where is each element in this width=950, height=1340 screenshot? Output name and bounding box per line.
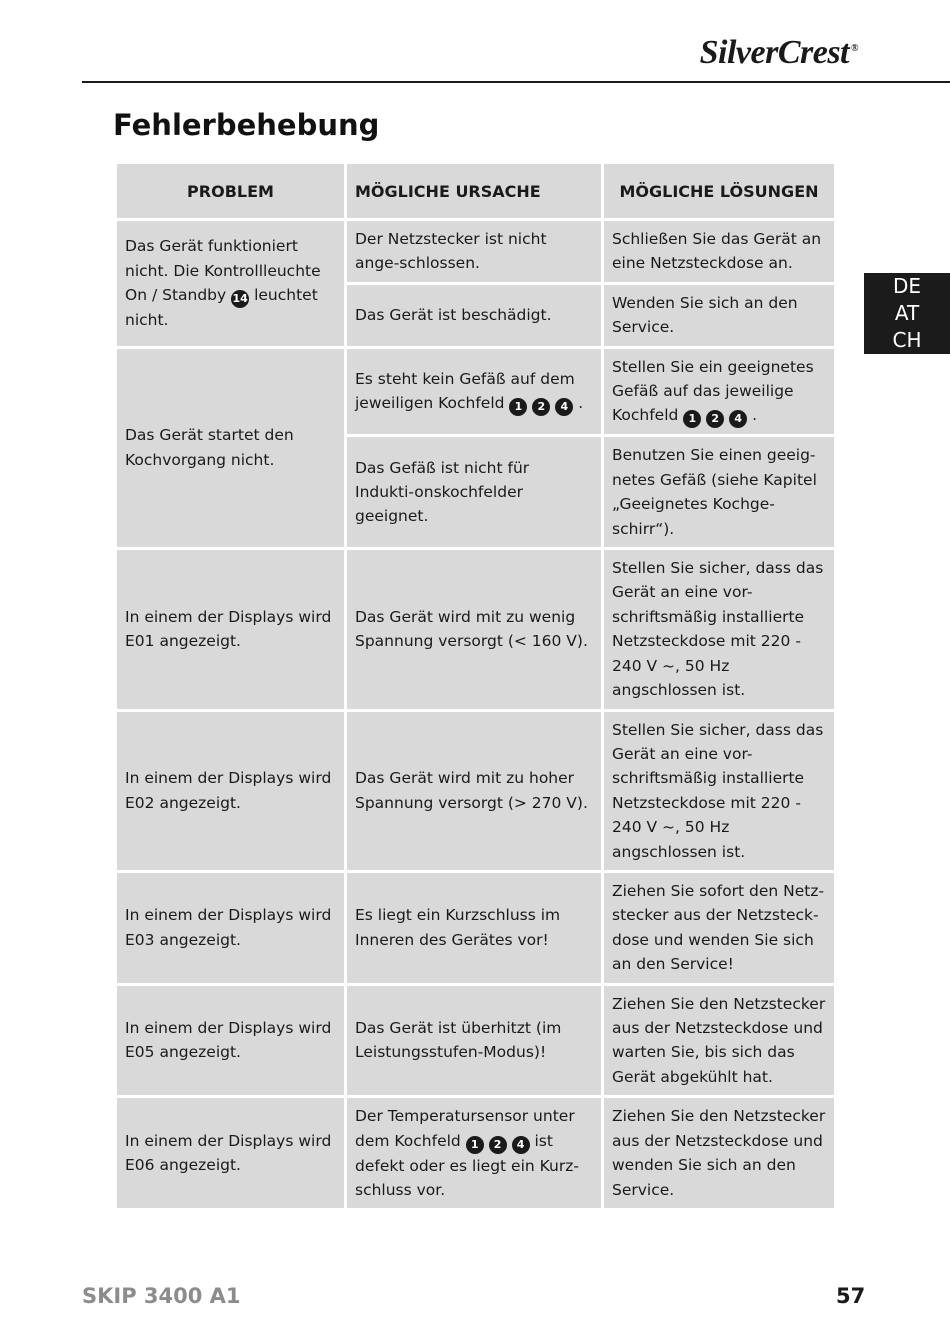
number-marker-icon: 2 — [706, 410, 724, 428]
model-number: SKIP 3400 A1 — [82, 1284, 241, 1308]
cell-text: In einem der Displays wird E01 angezeigt. — [125, 607, 332, 651]
number-marker-icon: 4 — [512, 1136, 530, 1154]
cell-text: In einem der Displays wird E06 angezeigt. — [125, 1131, 332, 1175]
solution-cell — [603, 436, 836, 549]
table-row — [116, 984, 836, 1097]
cell-text: Das Gerät wird mit zu hoher Spannung versorgt (> 270 V). — [355, 769, 588, 812]
cell-text: Das Gerät wird mit zu wenig Spannung versorgt (< 160 V). — [355, 607, 588, 651]
solution-cell — [603, 871, 836, 984]
header-solution: MÖGLICHE LÖSUNGEN — [603, 163, 836, 220]
lang-at: AT — [894, 301, 920, 325]
problem-cell — [116, 710, 346, 871]
solution-cell — [603, 347, 836, 436]
solution-cell — [603, 549, 836, 710]
table-row — [116, 871, 836, 984]
table-row — [116, 549, 836, 710]
table-row — [116, 710, 836, 871]
cause-cell — [346, 710, 603, 871]
number-marker-icon: 14 — [231, 290, 249, 308]
cell-text: Stellen Sie sicher, dass das Gerät an eine vor-schriftsmäßig installierte Netzsteckdose mit 220 - 240 V ~, 50 Hz angschlossen ist. — [612, 720, 824, 861]
cell-text: . — [578, 394, 584, 413]
cell-text: Der Temperatursensor unter dem Kochfeld — [355, 1107, 575, 1150]
cell-text: In einem der Displays wird E05 angezeigt. — [125, 1018, 332, 1062]
cause-cell — [346, 871, 603, 984]
number-marker-icon: 1 — [683, 410, 701, 428]
page-title: Fehlerbehebung — [113, 108, 380, 142]
number-marker-icon: 1 — [466, 1136, 484, 1154]
solution-cell — [603, 283, 836, 347]
cause-cell — [346, 1097, 603, 1210]
cell-text: leuchtet nicht. — [125, 286, 318, 330]
problem-cell — [116, 871, 346, 984]
brand-name: SilverCrest — [699, 34, 850, 71]
problem-cell — [116, 984, 346, 1097]
cause-cell — [346, 984, 603, 1097]
registered-mark: ® — [851, 42, 858, 54]
cell-text: Benutzen Sie einen geeig-netes Gefäß (siehe Kapitel „Geeignetes Kochge-schirr“). — [612, 446, 817, 538]
cell-text: Es steht kein Gefäß auf dem jeweiligen Kochfeld — [355, 369, 575, 413]
lang-ch: CH — [892, 328, 922, 352]
cell-text: Schließen Sie das Gerät an eine Netzsteckdose an. — [612, 230, 822, 273]
table-row — [116, 1097, 836, 1210]
header-divider — [82, 81, 950, 83]
cell-text: Stellen Sie ein geeignetes Gefäß auf das jeweilige Kochfeld — [612, 357, 814, 425]
cell-text: Ziehen Sie sofort den Netz-stecker aus der Netzsteck-dose und wenden Sie sich an den Service! — [612, 881, 825, 974]
number-marker-icon: 2 — [489, 1136, 507, 1154]
header-problem: PROBLEM — [116, 163, 346, 220]
lang-de: DE — [892, 274, 922, 298]
brand-logo — [700, 34, 858, 72]
solution-cell — [603, 710, 836, 871]
problem-cell — [116, 1097, 346, 1210]
cell-text: . — [752, 406, 758, 425]
problem-cell — [116, 347, 346, 548]
cause-cell — [346, 283, 603, 347]
table-row — [116, 347, 836, 436]
cause-cell — [346, 347, 603, 436]
cell-text: Das Gerät ist beschädigt. — [355, 306, 552, 325]
cell-text: Ziehen Sie den Netzstecker aus der Netzsteckdose und wenden Sie sich an den Service. — [612, 1107, 826, 1199]
solution-cell — [603, 984, 836, 1097]
cell-text: Das Gerät funktioniert nicht. Die Kontrollleuchte On / Standby — [125, 237, 321, 305]
cell-text: ist defekt oder es liegt ein Kurz-schluss vor. — [355, 1131, 579, 1199]
solution-cell — [603, 1097, 836, 1210]
cell-text: Das Gerät startet den Kochvorgang nicht. — [125, 426, 294, 469]
number-marker-icon: 2 — [532, 398, 550, 416]
cell-text: Der Netzstecker ist nicht ange-schlossen. — [355, 230, 547, 273]
cell-text: Es liegt ein Kurzschluss im Inneren des Gerätes vor! — [355, 906, 561, 949]
cell-text: In einem der Displays wird E02 angezeigt. — [125, 769, 332, 812]
solution-cell — [603, 220, 836, 284]
number-marker-icon: 1 — [509, 398, 527, 416]
page-number: 57 — [836, 1284, 866, 1308]
cell-text: Das Gefäß ist nicht für Indukti-onskochfelder geeignet. — [355, 458, 530, 526]
cause-cell — [346, 436, 603, 549]
cell-text: In einem der Displays wird E03 angezeigt. — [125, 906, 332, 949]
troubleshooting-table — [114, 161, 837, 1211]
problem-cell — [116, 549, 346, 710]
number-marker-icon: 4 — [729, 410, 747, 428]
cell-text: Stellen Sie sicher, dass das Gerät an eine vor-schriftsmäßig installierte Netzsteckdose mit 220 - 240 V ~, 50 Hz angschlossen ist. — [612, 559, 824, 700]
cause-cell — [346, 549, 603, 710]
table-row — [116, 220, 836, 284]
cell-text: Ziehen Sie den Netzstecker aus der Netzsteckdose und warten Sie, bis sich das Gerät abgekühlt hat. — [612, 994, 826, 1086]
language-tab — [864, 273, 950, 354]
cell-text: Wenden Sie sich an den Service. — [612, 293, 798, 337]
table-header-row — [116, 163, 836, 220]
problem-cell — [116, 220, 346, 348]
table-body — [116, 220, 836, 1210]
number-marker-icon: 4 — [555, 398, 573, 416]
header-cause: MÖGLICHE URSACHE — [346, 163, 603, 220]
cell-text: Das Gerät ist überhitzt (im Leistungsstufen-Modus)! — [355, 1018, 562, 1062]
cause-cell — [346, 220, 603, 284]
